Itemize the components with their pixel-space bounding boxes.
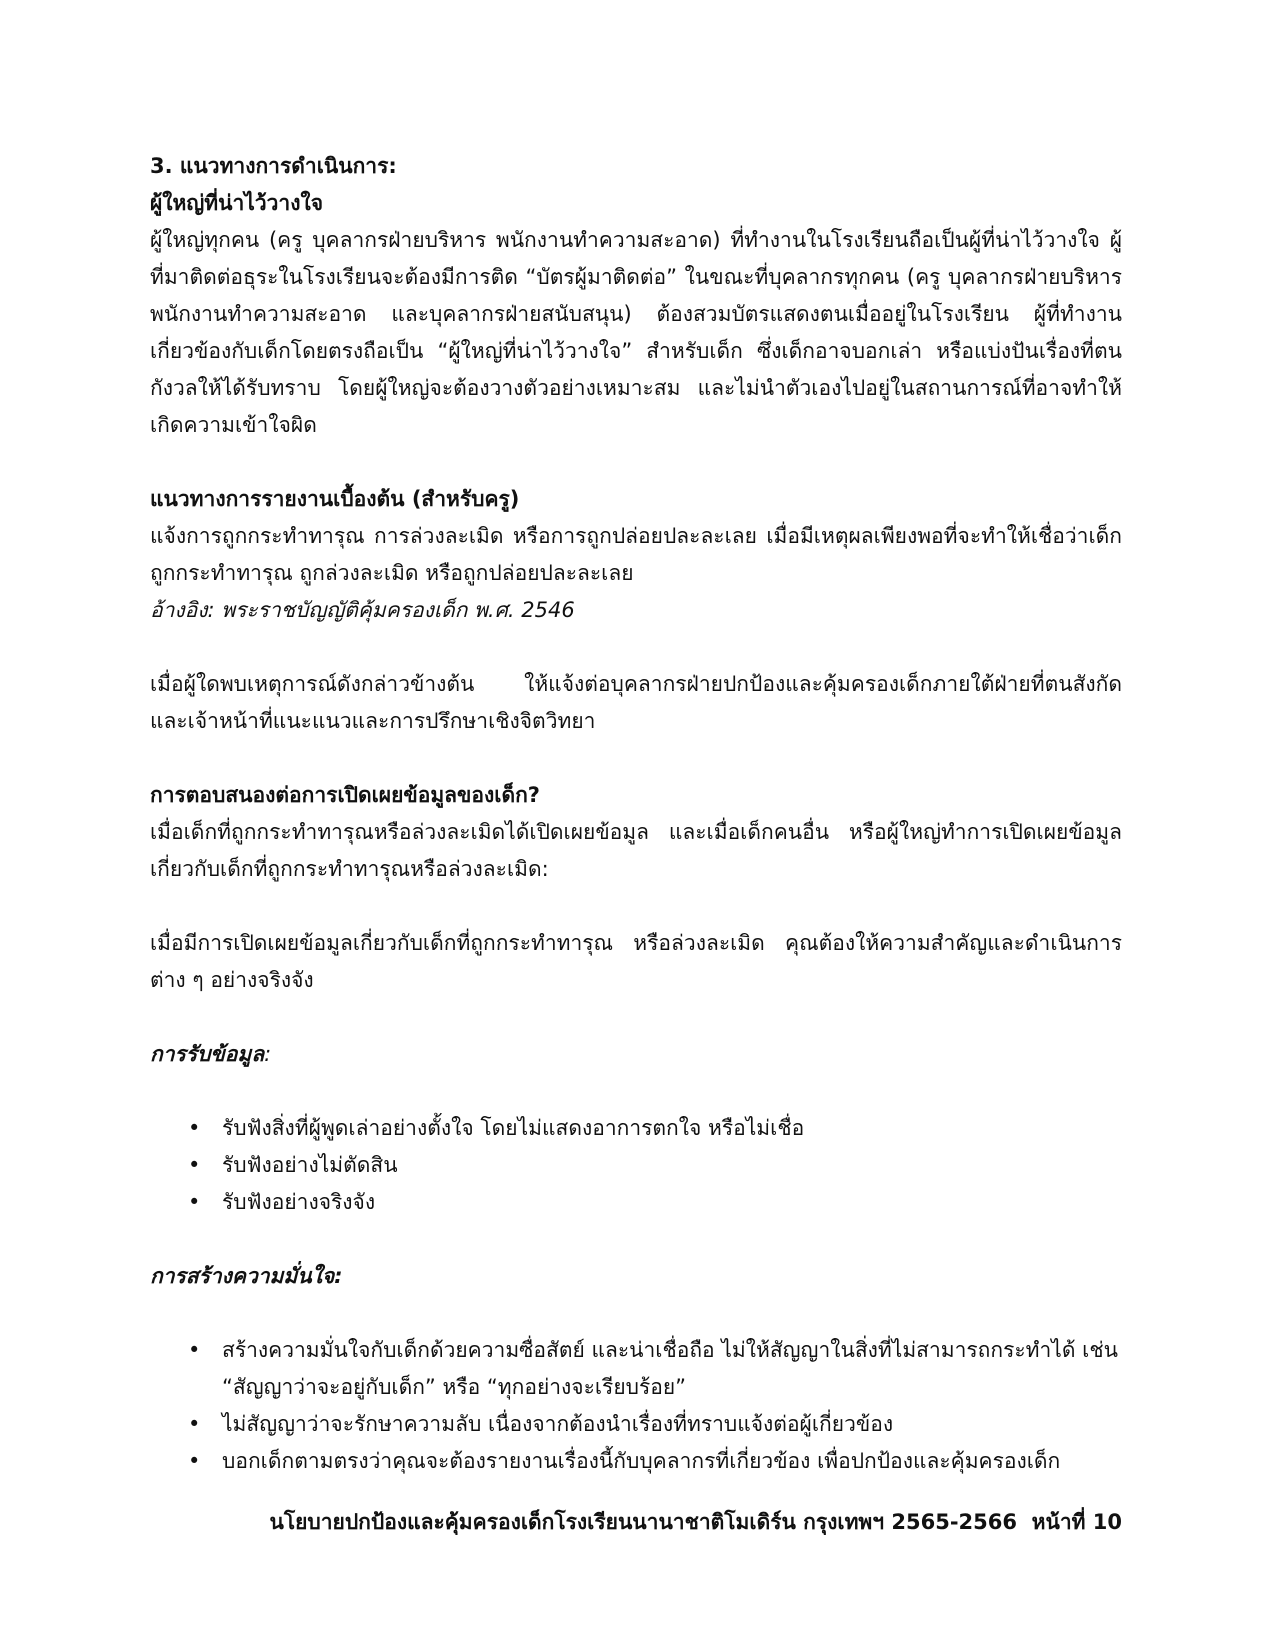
list-item: [150, 1406, 1122, 1443]
page-number: หน้าที่ 10: [1031, 1510, 1122, 1534]
receiving-heading: [150, 1036, 1122, 1073]
list-item: [150, 1443, 1122, 1480]
response-paragraph-2: เมื่อมีการเปิดเผยข้อมูลเกี่ยวกับเด็กที่ถูกกระทำทารุณ หรือล่วงละเมิด คุณต้องให้ความสำคัญและดำเนินการต่าง ๆ อย่างจริงจัง: [150, 931, 1122, 992]
list-item-text: สร้างความมั่นใจกับเด็กด้วยความซื่อสัตย์ และน่าเชื่อถือ ไม่ให้สัญญาในสิ่งที่ไม่สามารถกระทำได้ เช่น “สัญญาว่าจะอยู่กับเด็ก” หรือ “ทุกอย่างจะเรียบร้อย”: [222, 1338, 1118, 1399]
page-content: [150, 148, 1122, 1480]
footer-title: นโยบายปกป้องและคุ้มครองเด็กโรงเรียนนานาชาติโมเดิร์น กรุงเทพฯ 2565-2566: [269, 1510, 1017, 1534]
reassuring-list: [150, 1332, 1122, 1480]
reporting-paragraph: แจ้งการถูกกระทำทารุณ การล่วงละเมิด หรือการถูกปล่อยปละละเลย เมื่อมีเหตุผลเพียงพอที่จะทำให้เชื่อว่าเด็กถูกกระทำทารุณ ถูกล่วงละเมิด หรือถูกปล่อยปละละเลย: [150, 524, 1122, 585]
receiving-list: [150, 1110, 1122, 1221]
list-item-text: ไม่สัญญาว่าจะรักษาความลับ เนื่องจากต้องนำเรื่องที่ทราบแจ้งต่อผู้เกี่ยวข้อง: [222, 1412, 894, 1436]
response-paragraph: เมื่อเด็กที่ถูกกระทำทารุณหรือล่วงละเมิดได้เปิดเผยข้อมูล และเมื่อเด็กคนอื่น หรือผู้ใหญ่ทำการเปิดเผยข้อมูลเกี่ยวกับเด็กที่ถูกกระทำทารุณหรือล่วงละเมิด:: [150, 820, 1122, 881]
list-item: [150, 1332, 1122, 1406]
list-item: [150, 1147, 1122, 1184]
bullet-icon: •: [188, 1338, 201, 1362]
trusted-adult-paragraph: ผู้ใหญ่ทุกคน (ครู บุคลากรฝ่ายบริหาร พนักงานทำความสะอาด) ที่ทำงานในโรงเรียนถือเป็นผู้ที่น่าไว้วางใจ ผู้ที่มาติดต่อธุระในโรงเรียนจะต้องมีการติด “บัตรผู้มาติดต่อ” ในขณะที่บุคลากรทุกคน (ครู บุคลากรฝ่ายบริหาร พนักงานทำความสะอาด และบุคลากรฝ่ายสนับสนุน) ต้องสวมบัตรแสดงตนเมื่ออยู่ในโรงเรียน ผู้ที่ทำงานเกี่ยวข้องกับเด็กโดยตรงถือเป็น “ผู้ใหญ่ที่น่าไว้วางใจ” สำหรับเด็ก ซึ่งเด็กอาจบอกเล่า หรือแบ่งปันเรื่องที่ตนกังวลให้ได้รับทราบ โดยผู้ใหญ่จะต้องวางตัวอย่างเหมาะสม และไม่นำตัวเองไปอยู่ในสถานการณ์ที่อาจทำให้เกิดความเข้าใจผิด: [150, 228, 1122, 437]
list-item-text: รับฟังอย่างไม่ตัดสิน: [222, 1153, 398, 1177]
list-item-text: บอกเด็กตามตรงว่าคุณจะต้องรายงานเรื่องนี้กับบุคลากรที่เกี่ยวข้อง เพื่อปกป้องและคุ้มครองเด็ก: [222, 1449, 1061, 1473]
bullet-icon: •: [188, 1412, 201, 1436]
bullet-icon: •: [188, 1116, 201, 1140]
reporting-heading: แนวทางการรายงานเบื้องต้น (สำหรับครู): [150, 487, 520, 511]
list-item: [150, 1110, 1122, 1147]
response-heading: การตอบสนองต่อการเปิดเผยข้อมูลของเด็ก?: [150, 783, 540, 807]
receiving-heading-text: การรับข้อมูล: [150, 1042, 265, 1066]
section-heading: 3. แนวทางการดำเนินการ:: [150, 154, 397, 178]
trusted-adult-heading: ผู้ใหญ่ที่น่าไว้วางใจ: [150, 191, 324, 215]
list-item-text: รับฟังอย่างจริงจัง: [222, 1190, 376, 1214]
reassuring-heading: การสร้างความมั่นใจ:: [150, 1264, 343, 1288]
page-footer: [150, 1504, 1122, 1541]
list-item-text: รับฟังสิ่งที่ผู้พูดเล่าอย่างตั้งใจ โดยไม่แสดงอาการตกใจ หรือไม่เชื่อ: [222, 1116, 805, 1140]
reporting-reference: อ้างอิง: พระราชบัญญัติคุ้มครองเด็ก พ.ศ. 2546: [150, 598, 575, 622]
receiving-heading-colon: :: [264, 1042, 272, 1066]
bullet-icon: •: [188, 1153, 201, 1177]
bullet-icon: •: [188, 1190, 201, 1214]
bullet-icon: •: [188, 1449, 201, 1473]
list-item: [150, 1184, 1122, 1221]
reporting-paragraph-2: เมื่อผู้ใดพบเหตุการณ์ดังกล่าวข้างต้น ให้แจ้งต่อบุคลากรฝ่ายปกป้องและคุ้มครองเด็กภายใต้ฝ่ายที่ตนสังกัด และเจ้าหน้าที่แนะแนวและการปรึกษาเชิงจิตวิทยา: [150, 672, 1122, 733]
